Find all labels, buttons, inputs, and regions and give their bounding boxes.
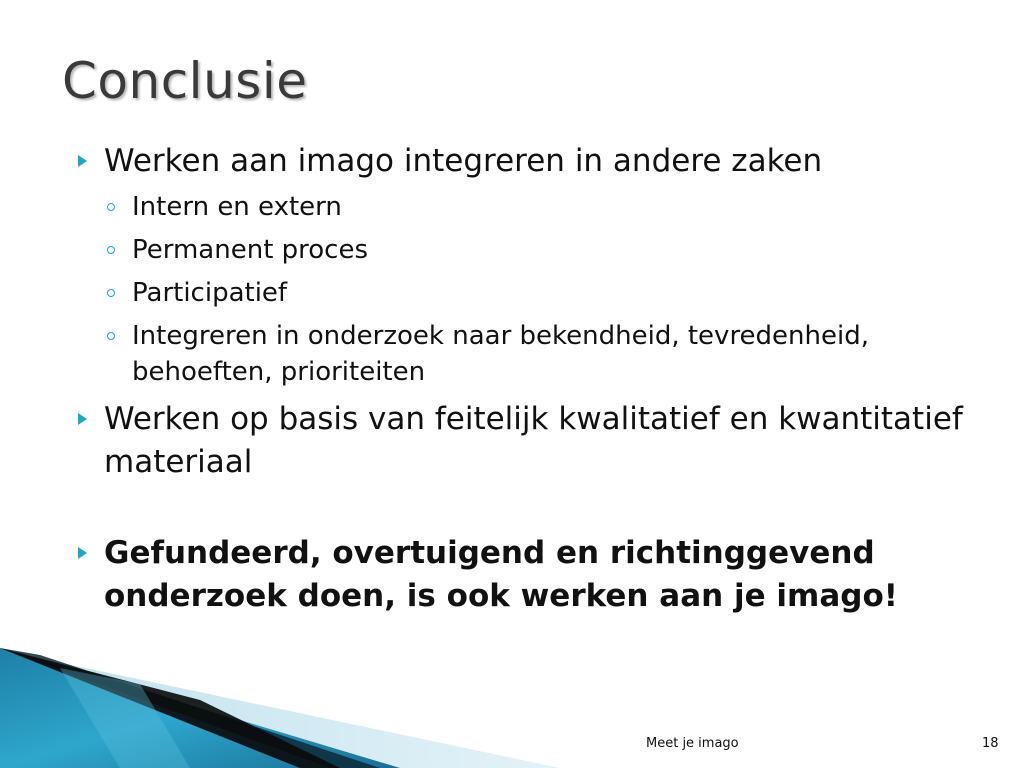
spacer: [76, 484, 996, 532]
sub-bullet-text: Intern en extern: [132, 192, 342, 222]
sub-bullet-item: [76, 318, 996, 390]
circle-bullet-icon: [107, 289, 115, 297]
bullet-text: Werken aan imago integreren in andere zaken: [104, 143, 823, 179]
sub-bullet-item: [76, 232, 996, 269]
footer-label: Meet je imago: [646, 736, 739, 751]
circle-bullet-icon: [107, 332, 115, 340]
triangle-bullet-icon: [78, 155, 87, 167]
sub-bullet-text: Participatief: [132, 278, 288, 308]
page-number: 18: [982, 736, 999, 751]
slide-title: Conclusie: [62, 52, 308, 110]
sub-bullet-text: Integreren in onderzoek naar bekendheid, tevredenheid, behoeften, prioriteiten: [132, 321, 870, 387]
bullet-text: Werken op basis van feitelijk kwalitatief en kwantitatief materiaal: [104, 401, 963, 480]
bullet-item: [76, 398, 996, 484]
sub-bullet-list: [76, 189, 996, 390]
sub-bullet-item: [76, 275, 996, 312]
bullet-item: [76, 532, 996, 618]
circle-bullet-icon: [107, 203, 115, 211]
bullet-item: [76, 140, 996, 183]
circle-bullet-icon: [107, 246, 115, 254]
triangle-bullet-icon: [78, 547, 87, 559]
bullet-list: [76, 140, 996, 618]
triangle-bullet-icon: [78, 413, 87, 425]
sub-bullet-item: [76, 189, 996, 226]
bullet-text-bold: Gefundeerd, overtuigend en richtinggevend onderzoek doen, is ook werken aan je imago!: [104, 535, 898, 614]
sub-bullet-text: Permanent proces: [132, 235, 369, 265]
